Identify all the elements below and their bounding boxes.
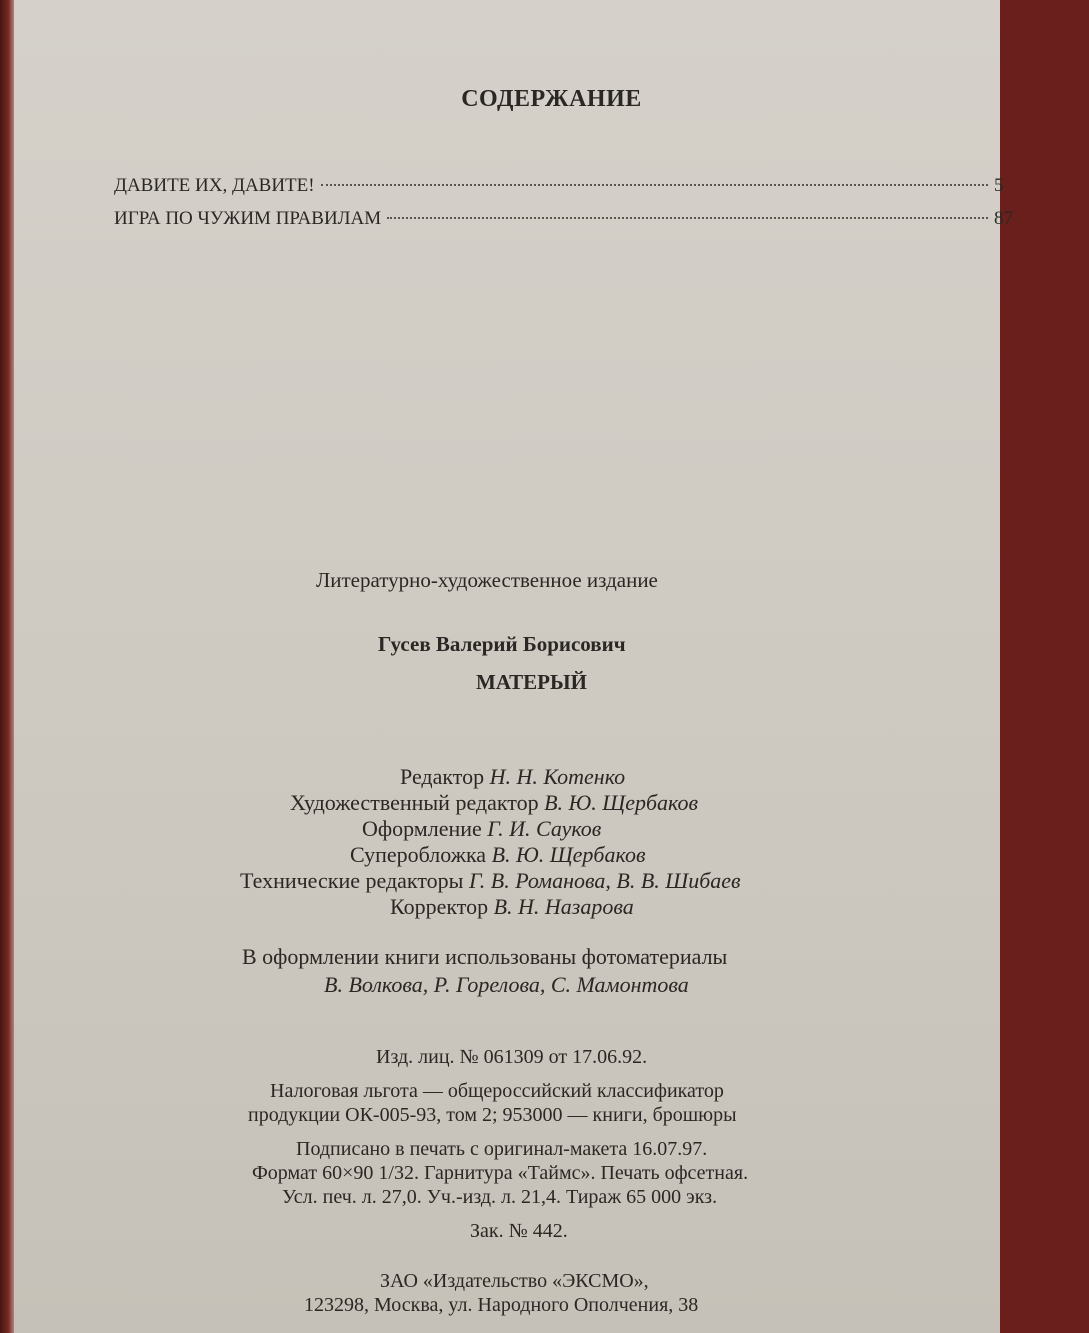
credit-role: Корректор (390, 894, 489, 919)
credit-name: В. Ю. Щербаков (491, 842, 646, 867)
tax-line: Налоговая льгота — общероссийский классификатор (270, 1080, 724, 1102)
credit-line (390, 894, 634, 920)
tax-line: продукции ОК-005-93, том 2; 953000 — книги, брошюры (248, 1104, 737, 1126)
credit-name: В. Н. Назарова (493, 894, 634, 919)
credit-line (240, 868, 741, 894)
credit-name: Г. И. Сауков (487, 816, 602, 841)
credit-role: Технические редакторы (240, 868, 464, 893)
toc-entry (114, 175, 1014, 205)
toc-entry (114, 208, 1014, 238)
credit-line (350, 842, 646, 868)
credit-line (362, 816, 601, 842)
book-page (14, 0, 1013, 1333)
photo-authors: В. Волкова, Р. Горелова, С. Мамонтова (324, 972, 689, 997)
print-line: Формат 60×90 1/32. Гарнитура «Таймс». Печать офсетная. (252, 1162, 749, 1184)
credit-role: Художественный редактор (290, 790, 539, 815)
credit-role: Оформление (362, 816, 482, 841)
credit-name: В. Ю. Щербаков (544, 790, 699, 815)
credit-role: Редактор (400, 764, 485, 789)
credit-name: Г. В. Романова, В. В. Шибаев (468, 868, 741, 893)
toc-leader-dots (321, 184, 988, 186)
credit-role: Суперобложка (350, 842, 487, 867)
toc-entry-label: ИГРА ПО ЧУЖИМ ПРАВИЛАМ (114, 208, 382, 229)
credit-line (290, 790, 698, 816)
toc-entry-label: ДАВИТЕ ИХ, ДАВИТЕ! (114, 175, 315, 196)
toc-entry-page: 87 (994, 208, 1013, 229)
print-line: Подписано в печать с оригинал-макета 16.07.97. (296, 1138, 708, 1160)
toc-title: СОДЕРЖАНИЕ (461, 86, 642, 112)
author-name: Гусев Валерий Борисович (378, 632, 626, 656)
toc-entry-page: 5 (994, 175, 1004, 196)
publisher-name: ЗАО «Издательство «ЭКСМО», (380, 1270, 649, 1292)
order-number: Зак. № 442. (470, 1220, 568, 1242)
publishing-license: Изд. лиц. № 061309 от 17.06.92. (376, 1046, 648, 1068)
book-title: МАТЕРЫЙ (476, 670, 587, 694)
publisher-address: 123298, Москва, ул. Народного Ополчения, 38 (304, 1294, 699, 1316)
toc-leader-dots (387, 217, 988, 219)
photo-note: В оформлении книги использованы фотоматериалы (242, 944, 728, 969)
edition-type: Литературно-художественное издание (316, 568, 658, 592)
credit-name: Н. Н. Котенко (489, 764, 626, 789)
book-edge (0, 0, 14, 1333)
print-line: Усл. печ. л. 27,0. Уч.-изд. л. 21,4. Тираж 65 000 экз. (282, 1186, 718, 1208)
credit-line (400, 764, 625, 790)
